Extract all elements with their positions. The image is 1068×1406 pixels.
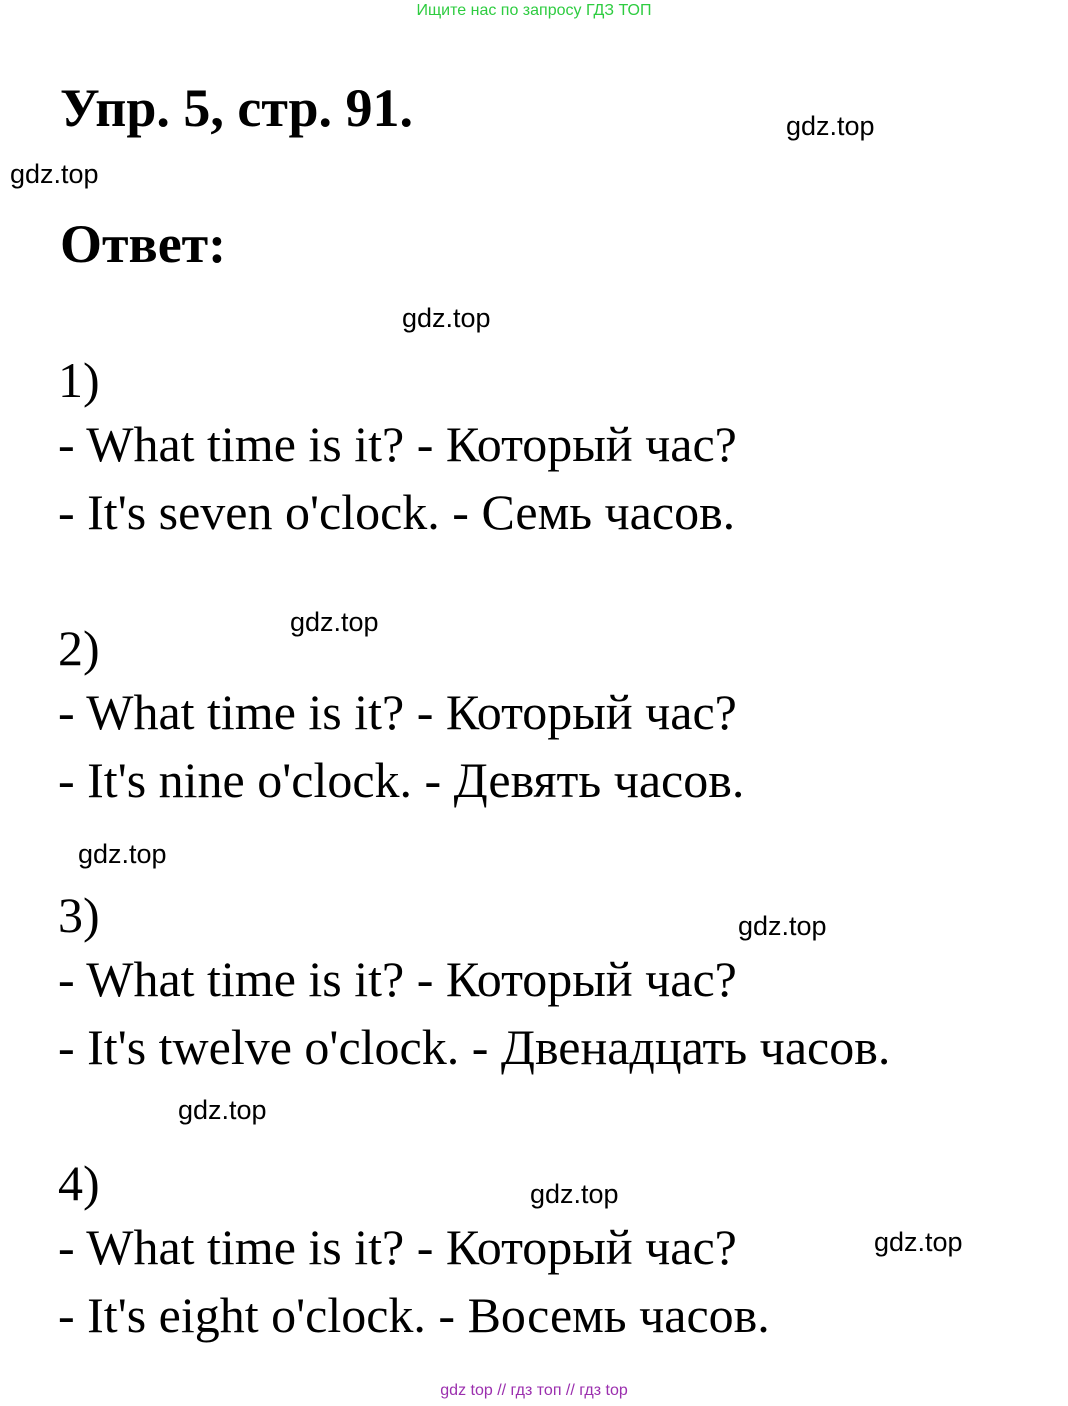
item-answer: - It's twelve o'clock. - Двенадцать часов. bbox=[58, 1019, 891, 1075]
watermark: gdz.top bbox=[402, 303, 491, 333]
item-question: - What time is it? - Который час? bbox=[58, 684, 737, 740]
item-number: 4) bbox=[58, 1155, 100, 1211]
watermark: gdz.top bbox=[290, 607, 379, 637]
watermark: gdz.top bbox=[874, 1227, 963, 1257]
footer-links[interactable]: gdz top // гдз топ // гдз top bbox=[440, 1382, 628, 1399]
item-question: - What time is it? - Который час? bbox=[58, 951, 737, 1007]
watermark: gdz.top bbox=[10, 159, 99, 189]
item-answer: - It's nine o'clock. - Девять часов. bbox=[58, 752, 745, 808]
watermark: gdz.top bbox=[738, 911, 827, 941]
watermark: gdz.top bbox=[530, 1179, 619, 1209]
item-question: - What time is it? - Который час? bbox=[58, 1219, 737, 1275]
item-number: 3) bbox=[58, 887, 100, 943]
watermark: gdz.top bbox=[786, 111, 875, 141]
item-number: 1) bbox=[58, 352, 100, 408]
watermark: gdz.top bbox=[78, 839, 167, 869]
item-answer: - It's eight o'clock. - Восемь часов. bbox=[58, 1287, 770, 1343]
watermark: gdz.top bbox=[178, 1095, 267, 1125]
item-number: 2) bbox=[58, 620, 100, 676]
top-banner[interactable]: Ищите нас по запросу ГДЗ ТОП bbox=[416, 2, 652, 19]
answer-label: Ответ: bbox=[60, 214, 227, 274]
item-answer: - It's seven o'clock. - Семь часов. bbox=[58, 484, 736, 540]
item-question: - What time is it? - Который час? bbox=[58, 416, 737, 472]
exercise-title: Упр. 5, стр. 91. bbox=[60, 78, 414, 138]
